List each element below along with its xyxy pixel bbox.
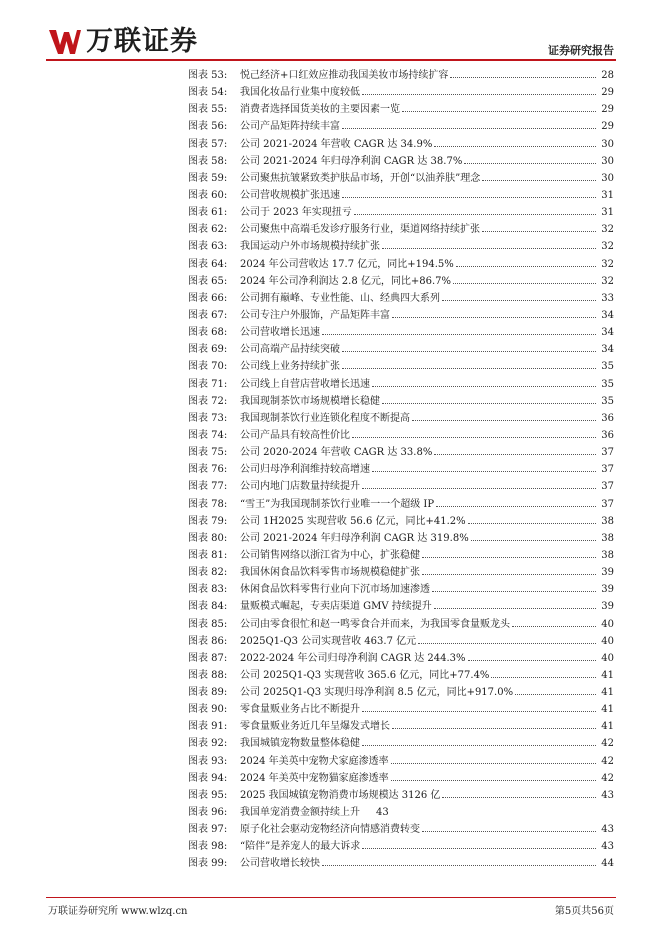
toc-entry-label: 图表 70: [188, 361, 228, 373]
toc-entry[interactable] [188, 136, 614, 153]
toc-entry-page: 34 [601, 327, 614, 339]
toc-entry-page: 34 [601, 309, 614, 321]
toc-entry-label: 图表 56: [188, 121, 228, 133]
header-divider [46, 59, 616, 61]
toc-entry-page: 40 [601, 618, 614, 630]
toc-leader-dots [434, 453, 596, 455]
toc-entry-title: 2025 我国城镇宠物消费市场规模达 3126 亿 [240, 789, 441, 801]
toc-entry-label: 图表 88: [188, 669, 228, 681]
toc-entry[interactable] [188, 513, 614, 530]
toc-entry-page: 38 [601, 549, 614, 561]
toc-entry-page: 28 [601, 70, 614, 81]
toc-entry-page: 35 [601, 361, 614, 373]
toc-leader-dots [362, 487, 596, 489]
toc-entry-title: 公司内地门店数量持续提升 [240, 481, 360, 493]
toc-entry-label: 图表 83: [188, 584, 228, 596]
toc-entry-page: 43 [376, 807, 389, 819]
toc-entry-label: 图表 72: [188, 395, 228, 407]
toc-entry-label: 图表 87: [188, 652, 228, 664]
toc-entry[interactable] [188, 221, 614, 238]
toc-leader-dots [392, 316, 596, 318]
toc-entry-page: 32 [601, 258, 614, 270]
toc-entry-title: 公司 2021-2024 年归母净利润 CAGR 达 38.7% [240, 155, 463, 167]
toc-entry-page: 37 [601, 498, 614, 510]
toc-entry-label: 图表 80: [188, 532, 228, 544]
toc-entry-title: 我国城镇宠物数量整体稳健 [240, 738, 360, 750]
toc-entry-title: 公司产品矩阵持续丰富 [240, 121, 340, 133]
toc-entry-page: 32 [601, 275, 614, 287]
toc-leader-dots [372, 470, 596, 472]
toc-entry-page: 30 [601, 138, 614, 150]
toc-entry-page: 35 [601, 378, 614, 390]
toc-entry[interactable] [188, 547, 614, 564]
toc-entry-page: 32 [601, 224, 614, 236]
toc-entry-title: 公司聚焦中高端毛发诊疗服务行业，渠道网络持续扩张 [240, 224, 480, 236]
toc-entry[interactable] [188, 427, 614, 444]
toc-entry-label: 图表 76: [188, 464, 228, 476]
toc-leader-dots [342, 196, 596, 198]
toc-entry-title: “陪伴”是养宠人的最大诉求 [240, 841, 361, 853]
toc-entry-title: 公司 1H2025 实现营收 56.6 亿元，同比+41.2% [240, 515, 466, 527]
toc-entry[interactable] [188, 821, 614, 838]
toc-entry-title: 公司营收增长迅速 [240, 327, 320, 339]
toc-entry-title: 我国现制茶饮行业连锁化程度不断提高 [240, 412, 410, 424]
toc-entry-title: 2022-2024 年公司归母净利润 CAGR 达 244.3% [240, 652, 466, 664]
toc-entry-label: 图表 66: [188, 292, 228, 304]
toc-entry-label: 图表 84: [188, 601, 228, 613]
toc-entry[interactable] [188, 444, 614, 461]
toc-entry[interactable] [188, 204, 614, 221]
toc-entry-label: 图表 71: [188, 378, 228, 390]
toc-entry-label: 图表 73: [188, 412, 228, 424]
toc-leader-dots [432, 590, 596, 592]
toc-entry-page: 39 [601, 567, 614, 579]
toc-entry-title: 公司归母净利润维持较高增速 [240, 464, 370, 476]
toc-entry-page: 44 [601, 858, 614, 870]
page-number: 第5页共56页 [554, 906, 614, 917]
toc-entry-page: 29 [601, 104, 614, 116]
toc-entry[interactable] [188, 170, 614, 187]
toc-entry[interactable] [188, 684, 614, 701]
toc-entry-title: 公司专注户外服饰，产品矩阵丰富 [240, 309, 390, 321]
toc-entry-page: 40 [601, 635, 614, 647]
toc-entry-title: 公司营收增长较快 [240, 858, 320, 870]
toc-entry-label: 图表 62: [188, 224, 228, 236]
toc-leader-dots [482, 230, 596, 232]
toc-leader-dots [402, 110, 596, 112]
toc-entry[interactable] [188, 770, 614, 787]
toc-entry-label: 图表 69: [188, 344, 228, 356]
toc-entry[interactable] [188, 290, 614, 307]
toc-entry-label: 图表 97: [188, 824, 228, 836]
toc-entry-title: 2024 年公司营收达 17.7 亿元，同比+194.5% [240, 258, 454, 270]
toc-entry-title: 2024 年公司净利润达 2.8 亿元，同比+86.7% [240, 275, 452, 287]
toc-entry-label: 图表 89: [188, 687, 228, 699]
toc-entry[interactable] [188, 410, 614, 427]
toc-entry-title: 我国化妆品行业集中度较低 [240, 87, 360, 99]
toc-leader-dots [362, 847, 596, 849]
toc-leader-dots [391, 762, 596, 764]
toc-leader-dots [436, 505, 596, 507]
toc-entry-label: 图表 68: [188, 327, 228, 339]
toc-entry-label: 图表 81: [188, 549, 228, 561]
toc-leader-dots [468, 659, 596, 661]
toc-leader-dots [342, 367, 596, 369]
toc-leader-dots [391, 779, 596, 781]
toc-leader-dots [512, 625, 596, 627]
toc-entry-page: 36 [601, 429, 614, 441]
toc-leader-dots [342, 350, 596, 352]
toc-leader-dots [515, 693, 596, 695]
toc-entry-page: 34 [601, 344, 614, 356]
toc-leader-dots [434, 607, 596, 609]
toc-entry-page: 32 [601, 241, 614, 253]
toc-leader-dots [491, 676, 596, 678]
toc-entry-page: 37 [601, 464, 614, 476]
report-type: 证券研究报告 [548, 44, 614, 57]
toc-entry-label: 图表 65: [188, 275, 228, 287]
toc-leader-dots [342, 127, 596, 129]
toc-leader-dots [382, 402, 596, 404]
toc-leader-dots [362, 744, 596, 746]
toc-entry-page: 31 [601, 189, 614, 201]
toc-entry-label: 图表 57: [188, 138, 228, 150]
toc-entry-label: 图表 91: [188, 721, 228, 733]
toc-entry[interactable] [188, 358, 614, 375]
toc-entry[interactable] [188, 530, 614, 547]
toc-entry-label: 图表 86: [188, 635, 228, 647]
toc-leader-dots [392, 727, 596, 729]
toc-entry-label: 图表 53: [188, 70, 228, 81]
toc-entry-title: 公司营收规模扩张迅速 [240, 189, 340, 201]
toc-entry[interactable] [188, 101, 614, 118]
toc-entry[interactable] [188, 564, 614, 581]
toc-entry[interactable] [188, 598, 614, 615]
toc-entry-label: 图表 77: [188, 481, 228, 493]
company-logo [48, 28, 198, 56]
toc-leader-dots [322, 864, 596, 866]
toc-leader-dots [464, 162, 596, 164]
toc-entry-page: 33 [601, 292, 614, 304]
toc-entry-label: 图表 85: [188, 618, 228, 630]
toc-leader-dots [422, 556, 596, 558]
toc-entry[interactable] [188, 735, 614, 752]
toc-leader-dots [382, 247, 596, 249]
toc-entry-page: 42 [601, 755, 614, 767]
logo-text: 万联证券 [86, 26, 198, 57]
toc-entry-title: 公司于 2023 年实现扭亏 [240, 207, 352, 219]
toc-entry-title: 公司 2025Q1-Q3 实现营收 365.6 亿元，同比+77.4% [240, 669, 490, 681]
toc-entry[interactable] [188, 84, 614, 101]
toc-entry-title: 公司 2021-2024 年归母净利润 CAGR 达 319.8% [240, 532, 469, 544]
toc-entry-title: 公司 2020-2024 年营收 CAGR 达 33.8% [240, 447, 433, 459]
toc-entry[interactable] [188, 478, 614, 495]
toc-entry-page: 37 [601, 481, 614, 493]
toc-entry-title: 量贩模式崛起，专卖店渠道 GMV 持续提升 [240, 601, 432, 613]
toc-entry-title: 零食量贩业务占比不断提升 [240, 704, 360, 716]
toc-entry-title: 2025Q1-Q3 公司实现营收 463.7 亿元 [240, 635, 417, 647]
toc-entry[interactable] [188, 256, 614, 273]
footer-divider [46, 897, 616, 898]
toc-entry-label: 图表 92: [188, 738, 228, 750]
toc-entry-title: 零食量贩业务近几年呈爆发式增长 [240, 721, 390, 733]
toc-entry-title: 我国运动户外市场规模持续扩张 [240, 241, 380, 253]
toc-entry-title: 2024 年美英中宠物猫家庭渗透率 [240, 772, 389, 784]
toc-entry-title: 原子化社会驱动宠物经济向情感消费转变 [240, 824, 420, 836]
toc-leader-dots [442, 796, 596, 798]
toc-leader-dots [372, 385, 596, 387]
toc-entry-page: 39 [601, 584, 614, 596]
toc-entry-page: 29 [601, 121, 614, 133]
toc-entry-label: 图表 67: [188, 309, 228, 321]
toc-entry-page: 42 [601, 738, 614, 750]
toc-entry-page: 35 [601, 395, 614, 407]
toc-entry-page: 29 [601, 87, 614, 99]
toc-entry-title: 休闲食品饮料零售行业向下沉市场加速渗透 [240, 584, 430, 596]
toc-entry-title: 消费者选择国货美妆的主要因素一览 [240, 104, 400, 116]
toc-entry-label: 图表 60: [188, 189, 228, 201]
toc-leader-dots [442, 299, 596, 301]
toc-entry-page: 41 [601, 669, 614, 681]
toc-leader-dots [322, 333, 596, 335]
toc-leader-dots [450, 76, 596, 78]
toc-entry[interactable] [188, 667, 614, 684]
toc-leader-dots [422, 573, 596, 575]
toc-entry-page: 37 [601, 447, 614, 459]
toc-entry-page: 36 [601, 412, 614, 424]
toc-entry[interactable] [188, 187, 614, 204]
toc-entry-label: 图表 58: [188, 155, 228, 167]
toc-entry-page: 42 [601, 772, 614, 784]
toc-entry[interactable] [188, 376, 614, 393]
toc-entry-page: 43 [601, 824, 614, 836]
toc-entry[interactable] [188, 393, 614, 410]
toc-entry-page: 31 [601, 207, 614, 219]
toc-entry-title: 公司 2021-2024 年营收 CAGR 达 34.9% [240, 138, 433, 150]
toc-entry-title: 公司线上业务持续扩张 [240, 361, 340, 373]
toc-entry[interactable] [188, 118, 614, 135]
toc-entry-title: 公司由零食很忙和赵一鸣零食合并而来，为我国零食量贩龙头 [240, 618, 510, 630]
toc-entry-label: 图表 96: [188, 807, 228, 819]
page-header [0, 0, 662, 62]
toc-entry[interactable] [188, 496, 614, 513]
toc-entry-page: 40 [601, 652, 614, 664]
toc-entry[interactable] [188, 650, 614, 667]
toc-entry-title: “雪王”为我国现制茶饮行业唯一一个超级 IP [240, 498, 435, 510]
toc-entry[interactable] [188, 855, 614, 872]
toc-entry[interactable] [188, 238, 614, 255]
toc-entry-page: 38 [601, 532, 614, 544]
toc-entry-page: 43 [601, 789, 614, 801]
toc-entry[interactable] [188, 273, 614, 290]
toc-entry-page: 41 [601, 687, 614, 699]
toc-entry[interactable] [188, 461, 614, 478]
toc-entry-label: 图表 99: [188, 858, 228, 870]
toc-entry-label: 图表 74: [188, 429, 228, 441]
toc-entry-label: 图表 82: [188, 567, 228, 579]
toc-entry[interactable] [188, 616, 614, 633]
toc-entry-label: 图表 63: [188, 241, 228, 253]
toc-entry[interactable] [188, 307, 614, 324]
toc-leader-dots [456, 265, 596, 267]
toc-entry-page: 41 [601, 704, 614, 716]
toc-entry-label: 图表 95: [188, 789, 228, 801]
toc-leader-dots [422, 830, 596, 832]
toc-leader-dots [354, 213, 596, 215]
toc-entry-title: 公司拥有巅峰、专业性能、山、经典四大系列 [240, 292, 440, 304]
toc-entry-title: 公司产品具有较高性价比 [240, 429, 350, 441]
toc-entry[interactable] [188, 153, 614, 170]
toc-leader-dots [482, 179, 596, 181]
toc-entry-page: 30 [601, 172, 614, 184]
toc-entry[interactable] [188, 787, 614, 804]
toc-entry-page: 38 [601, 515, 614, 527]
toc-entry-page: 39 [601, 601, 614, 613]
toc-entry[interactable] [188, 838, 614, 855]
toc-entry-label: 图表 93: [188, 755, 228, 767]
toc-entry[interactable] [188, 718, 614, 735]
toc-entry-page: 30 [601, 155, 614, 167]
toc-entry[interactable] [188, 324, 614, 341]
toc-leader-dots [412, 419, 596, 421]
wanlian-logo-icon [48, 28, 82, 56]
toc-leader-dots [418, 642, 596, 644]
toc-leader-dots [453, 282, 596, 284]
toc-entry-label: 图表 90: [188, 704, 228, 716]
toc-entry[interactable] [188, 753, 614, 770]
toc-entry-title: 2024 年美英中宠物犬家庭渗透率 [240, 755, 389, 767]
toc-entry[interactable] [188, 67, 614, 84]
toc-entry[interactable] [188, 701, 614, 718]
toc-entry-title: 公司销售网络以浙江省为中心，扩张稳健 [240, 549, 420, 561]
toc-entry[interactable] [188, 633, 614, 650]
toc-entry-page: 43 [601, 841, 614, 853]
toc-entry[interactable] [188, 804, 614, 821]
toc-entry-title: 公司高端产品持续突破 [240, 344, 340, 356]
toc-entry-title: 我国单宠消费金额持续上升 [240, 807, 360, 819]
toc-entry-label: 图表 55: [188, 104, 228, 116]
toc-entry-label: 图表 94: [188, 772, 228, 784]
toc-entry[interactable] [188, 341, 614, 358]
toc-entry-label: 图表 75: [188, 447, 228, 459]
toc-entry-title: 公司聚焦抗皱紧致类护肤品市场，开创“以油养肤”理念 [240, 172, 481, 184]
toc-entry-label: 图表 79: [188, 515, 228, 527]
toc-leader-dots [362, 93, 596, 95]
toc-entry-label: 图表 98: [188, 841, 228, 853]
toc-entry-label: 图表 64: [188, 258, 228, 270]
toc-leader-dots [434, 145, 596, 147]
toc-entry-title: 公司线上自营店营收增长迅速 [240, 378, 370, 390]
toc-entry[interactable] [188, 581, 614, 598]
toc-leader-dots [362, 710, 596, 712]
footer-institute: 万联证券研究所 www.wlzq.cn [48, 906, 188, 917]
toc-entry-label: 图表 61: [188, 207, 228, 219]
toc-entry-title: 公司 2025Q1-Q3 实现归母净利润 8.5 亿元，同比+917.0% [240, 687, 514, 699]
toc-entry-title: 我国休闲食品饮料零售市场规模稳健扩张 [240, 567, 420, 579]
toc-entry-label: 图表 54: [188, 87, 228, 99]
toc-entry-page: 41 [601, 721, 614, 733]
toc-entry-label: 图表 59: [188, 172, 228, 184]
table-of-figures [188, 67, 614, 873]
toc-entry-title: 悦己经济+口红效应推动我国美妆市场持续扩容 [240, 70, 449, 81]
toc-leader-dots [468, 522, 596, 524]
toc-entry-title: 我国现制茶饮市场规模增长稳健 [240, 395, 380, 407]
toc-leader-dots [471, 539, 596, 541]
toc-entry-label: 图表 78: [188, 498, 228, 510]
toc-leader-dots [352, 436, 596, 438]
